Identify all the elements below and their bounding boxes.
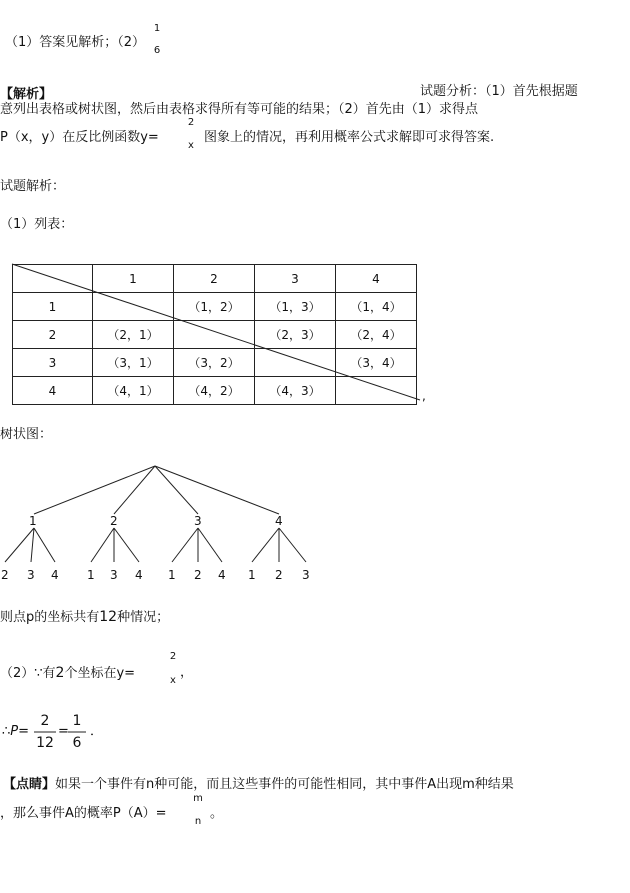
table-cell: （4，2）	[174, 377, 255, 405]
tree-leaf: 1	[248, 568, 256, 582]
count-post: 种情况；	[117, 610, 170, 625]
analysis-line3-pre: P（x，y）在反比例函数y=	[0, 130, 159, 145]
part2-post: ，	[180, 665, 194, 680]
analysis-right-head: 试题分析：（1）首先根据题	[420, 84, 578, 99]
prob-den-2: 6	[72, 735, 82, 751]
table-header-cell: 4	[336, 265, 417, 293]
table-cell: 1	[13, 293, 93, 321]
table-header-cell: 2	[174, 265, 255, 293]
tree-leaf: 3	[302, 568, 310, 582]
prob-end: ．	[90, 724, 104, 739]
answer-frac-num: 1	[153, 23, 161, 34]
table-cell: （3，1）	[93, 349, 174, 377]
tree-node: 2	[110, 514, 118, 528]
prob-eq: =	[58, 724, 69, 739]
tree-leaf: 4	[135, 568, 143, 582]
tip-line1	[3, 778, 514, 791]
prob-lhs: ∴P=	[2, 724, 30, 739]
prob-den-1: 12	[36, 735, 54, 751]
table-cell: 3	[13, 349, 93, 377]
table-cell: （4，1）	[93, 377, 174, 405]
table-cell: （2，1）	[93, 321, 174, 349]
analysis-line3-post: 图象上的情况，再利用概率公式求解即可求得答案.	[204, 130, 495, 145]
table-cell: （1，4）	[336, 293, 417, 321]
table-cell: （3，4）	[336, 349, 417, 377]
tip-line2-post: 。	[210, 806, 224, 821]
tree-title: 树状图：	[0, 427, 53, 442]
prob-num-2: 1	[72, 713, 82, 729]
tree-leaf: 3	[27, 568, 35, 582]
tree-leaf: 4	[51, 568, 59, 582]
table-cell: 4	[13, 377, 93, 405]
analysis-frac-den: x	[188, 140, 194, 151]
tree-leaf: 2	[194, 568, 202, 582]
analysis-line2: 意列出表格或树状图，然后由表格求得所有等可能的结果；（2）首先由（1）求得点	[0, 102, 479, 117]
answer-frac-den: 6	[153, 45, 161, 56]
table-cell: （1，2）	[174, 293, 255, 321]
part2-mid: 个坐标在y=	[64, 666, 136, 681]
part2-line	[0, 666, 135, 680]
tree-node: 3	[194, 514, 202, 528]
analysis-tag: 【解析】	[0, 87, 53, 102]
table-cell: （3，2）	[174, 349, 255, 377]
part2-num: 2	[55, 665, 65, 681]
tree-node: 1	[29, 514, 37, 528]
tip-line2-pre: ，那么事件A的概率P（A）=	[0, 806, 167, 821]
solution-title: 试题解析：	[0, 179, 66, 194]
part2-frac-den: x	[170, 675, 176, 686]
tip-text-1: 如果一个事件有n种可能，而且这些事件的可能性相同，其中事件A出现m种结果	[55, 777, 514, 792]
table-cell: （4，3）	[255, 377, 336, 405]
analysis-frac-num: 2	[187, 117, 195, 128]
tree-leaf: 2	[1, 568, 9, 582]
table-header-cell: 3	[255, 265, 336, 293]
count-line	[0, 610, 169, 624]
count-pre: 则点p的坐标共有	[0, 610, 100, 625]
tip-tag: 【点睛】	[3, 777, 56, 792]
tree-leaf: 3	[110, 568, 118, 582]
tree-leaf: 1	[168, 568, 176, 582]
table-cell: （2，3）	[255, 321, 336, 349]
prob-num-1: 2	[40, 713, 50, 729]
tip-frac-den: n	[194, 816, 202, 827]
tree-node: 4	[275, 514, 283, 528]
part2-frac-num: 2	[169, 651, 177, 662]
part1-label: （1）列表：	[0, 217, 74, 232]
table-diagonal	[12, 264, 420, 400]
tree-leaf: 2	[275, 568, 283, 582]
tree-leaf: 1	[87, 568, 95, 582]
part2-pre: （2）∵有	[0, 666, 56, 681]
tip-frac-num: m	[193, 793, 203, 804]
table-trail-comma: ,	[422, 389, 426, 403]
table-cell: 2	[13, 321, 93, 349]
count-number: 12	[99, 609, 118, 625]
tree-branches	[5, 466, 306, 562]
tree-leaf: 4	[218, 568, 226, 582]
answer-prefix: （1）答案见解析；（2）	[5, 35, 146, 50]
table-header-cell: 1	[93, 265, 174, 293]
table-cell: （2，4）	[336, 321, 417, 349]
table-cell: （1，3）	[255, 293, 336, 321]
